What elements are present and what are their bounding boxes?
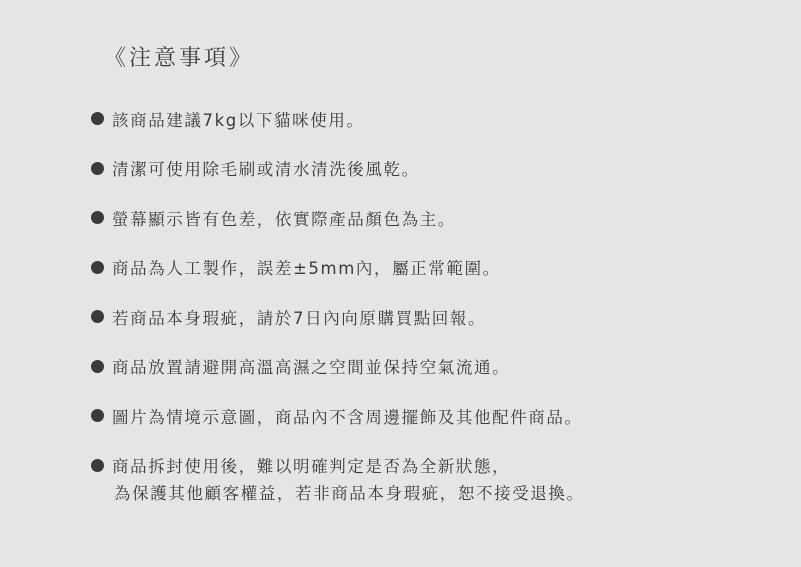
bullet-icon bbox=[91, 360, 104, 373]
bullet-icon bbox=[91, 459, 104, 472]
notice-item bbox=[91, 94, 583, 144]
notice-item bbox=[91, 342, 583, 392]
bullet-icon bbox=[91, 261, 104, 274]
notice-item bbox=[91, 193, 583, 243]
bullet-icon bbox=[91, 112, 104, 125]
notice-item-text: 清潔可使用除毛刷或清水清洗後風乾。 bbox=[112, 160, 420, 180]
notice-list bbox=[91, 94, 583, 490]
notice-item bbox=[91, 292, 583, 342]
notice-item-text: 商品拆封使用後，難以明確判定是否為全新狀態， bbox=[112, 457, 511, 477]
notice-item bbox=[91, 144, 583, 194]
notice-item-text: 商品為人工製作，誤差±5mm內，屬正常範圍。 bbox=[112, 259, 501, 279]
notice-item bbox=[91, 243, 583, 293]
notice-item-text: 若商品本身瑕疵，請於7日內向原購買點回報。 bbox=[112, 308, 487, 328]
notice-item-text: 商品放置請避開高溫高濕之空間並保持空氣流通。 bbox=[112, 358, 511, 378]
notice-title: 《注意事項》 bbox=[104, 46, 255, 71]
bullet-icon bbox=[91, 310, 104, 323]
notice-item-text: 該商品建議7kg以下貓咪使用。 bbox=[112, 110, 365, 130]
bullet-icon bbox=[91, 162, 104, 175]
notice-item-text: 圖片為情境示意圖，商品內不含周邊擺飾及其他配件商品。 bbox=[112, 407, 583, 427]
notice-item-continuation: 為保護其他顧客權益，若非商品本身瑕疵，恕不接受退換。 bbox=[114, 484, 585, 503]
bullet-icon bbox=[91, 409, 104, 422]
bullet-icon bbox=[91, 211, 104, 224]
notice-item bbox=[91, 391, 583, 441]
notice-item-text: 螢幕顯示皆有色差，依實際產品顏色為主。 bbox=[112, 209, 456, 229]
